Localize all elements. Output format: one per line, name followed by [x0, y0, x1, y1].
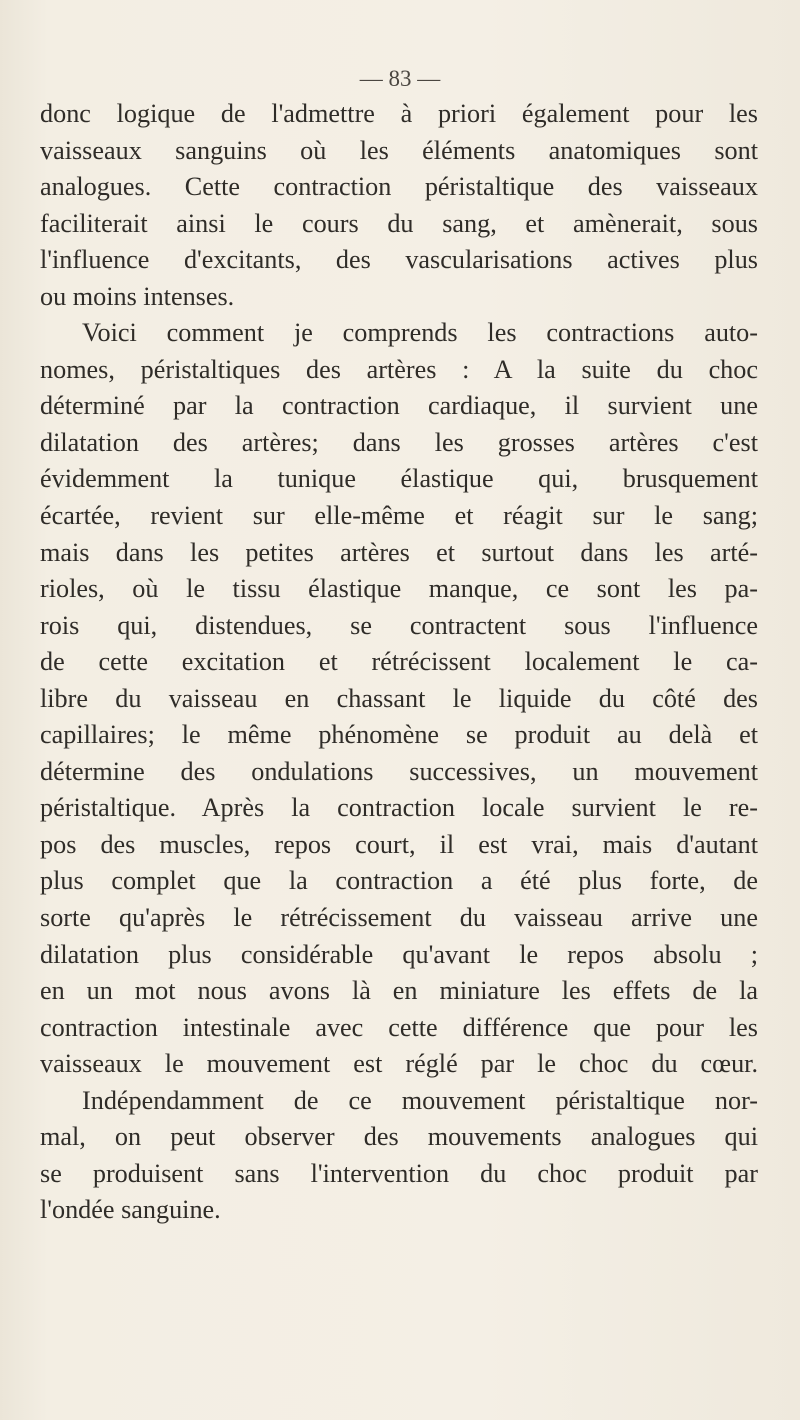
text-line: détermine des ondulations successives, un mouvement	[40, 756, 758, 786]
text-line: dilatation des artères; dans les grosses artères c'est	[40, 427, 758, 457]
text-line: l'influence d'excitants, des vascularisations actives plus	[40, 245, 758, 275]
text-line: de cette excitation et rétrécissent localement le ca-	[40, 647, 758, 677]
text-line: vaisseaux sanguins où les éléments anatomiques sont	[40, 135, 758, 165]
text-line: libre du vaisseau en chassant le liquide du côté des	[40, 683, 758, 713]
text-line: vaisseaux le mouvement est réglé par le choc du cœur.	[40, 1049, 758, 1079]
text-line: rois qui, distendues, se contractent sous l'influence	[40, 610, 758, 640]
text-line: Indépendamment de ce mouvement péristaltique nor-	[82, 1085, 758, 1115]
text-line: évidemment la tunique élastique qui, brusquement	[40, 464, 758, 494]
page-number: — 83 —	[359, 66, 441, 91]
text-line: sorte qu'après le rétrécissement du vaisseau arrive une	[40, 903, 758, 933]
text-line: mal, on peut observer des mouvements analogues qui	[40, 1122, 758, 1152]
text-line: ou moins intenses.	[40, 281, 235, 311]
text-line: capillaires; le même phénomène se produit au delà et	[40, 720, 758, 750]
text-line: nomes, péristaltiques des artères : A la suite du choc	[40, 354, 758, 384]
text-line: se produisent sans l'intervention du choc produit par	[40, 1158, 758, 1188]
text-line: péristaltique. Après la contraction locale survient le re-	[40, 793, 758, 823]
text-line: déterminé par la contraction cardiaque, il survient une	[40, 391, 758, 421]
text-line: contraction intestinale avec cette différence que pour les	[40, 1012, 758, 1042]
text-line: dilatation plus considérable qu'avant le repos absolu ;	[40, 939, 758, 969]
text-line: mais dans les petites artères et surtout dans les arté-	[40, 537, 758, 567]
text-line: en un mot nous avons là en miniature les effets de la	[40, 976, 758, 1006]
text-line: pos des muscles, repos court, il est vrai, mais d'autant	[40, 829, 758, 859]
text-line: analogues. Cette contraction péristaltique des vaisseaux	[40, 172, 758, 202]
body-text	[40, 96, 758, 1229]
text-line: donc logique de l'admettre à priori également pour les	[40, 99, 758, 128]
text-line: Voici comment je comprends les contractions auto-	[82, 318, 758, 348]
text-line: faciliterait ainsi le cours du sang, et amènerait, sous	[40, 208, 758, 238]
text-line: rioles, où le tissu élastique manque, ce sont les pa-	[40, 574, 758, 604]
text-line: l'ondée sanguine.	[40, 1195, 221, 1225]
text-line: écartée, revient sur elle-même et réagit sur le sang;	[40, 501, 758, 531]
text-line: plus complet que la contraction a été plus forte, de	[40, 866, 758, 896]
